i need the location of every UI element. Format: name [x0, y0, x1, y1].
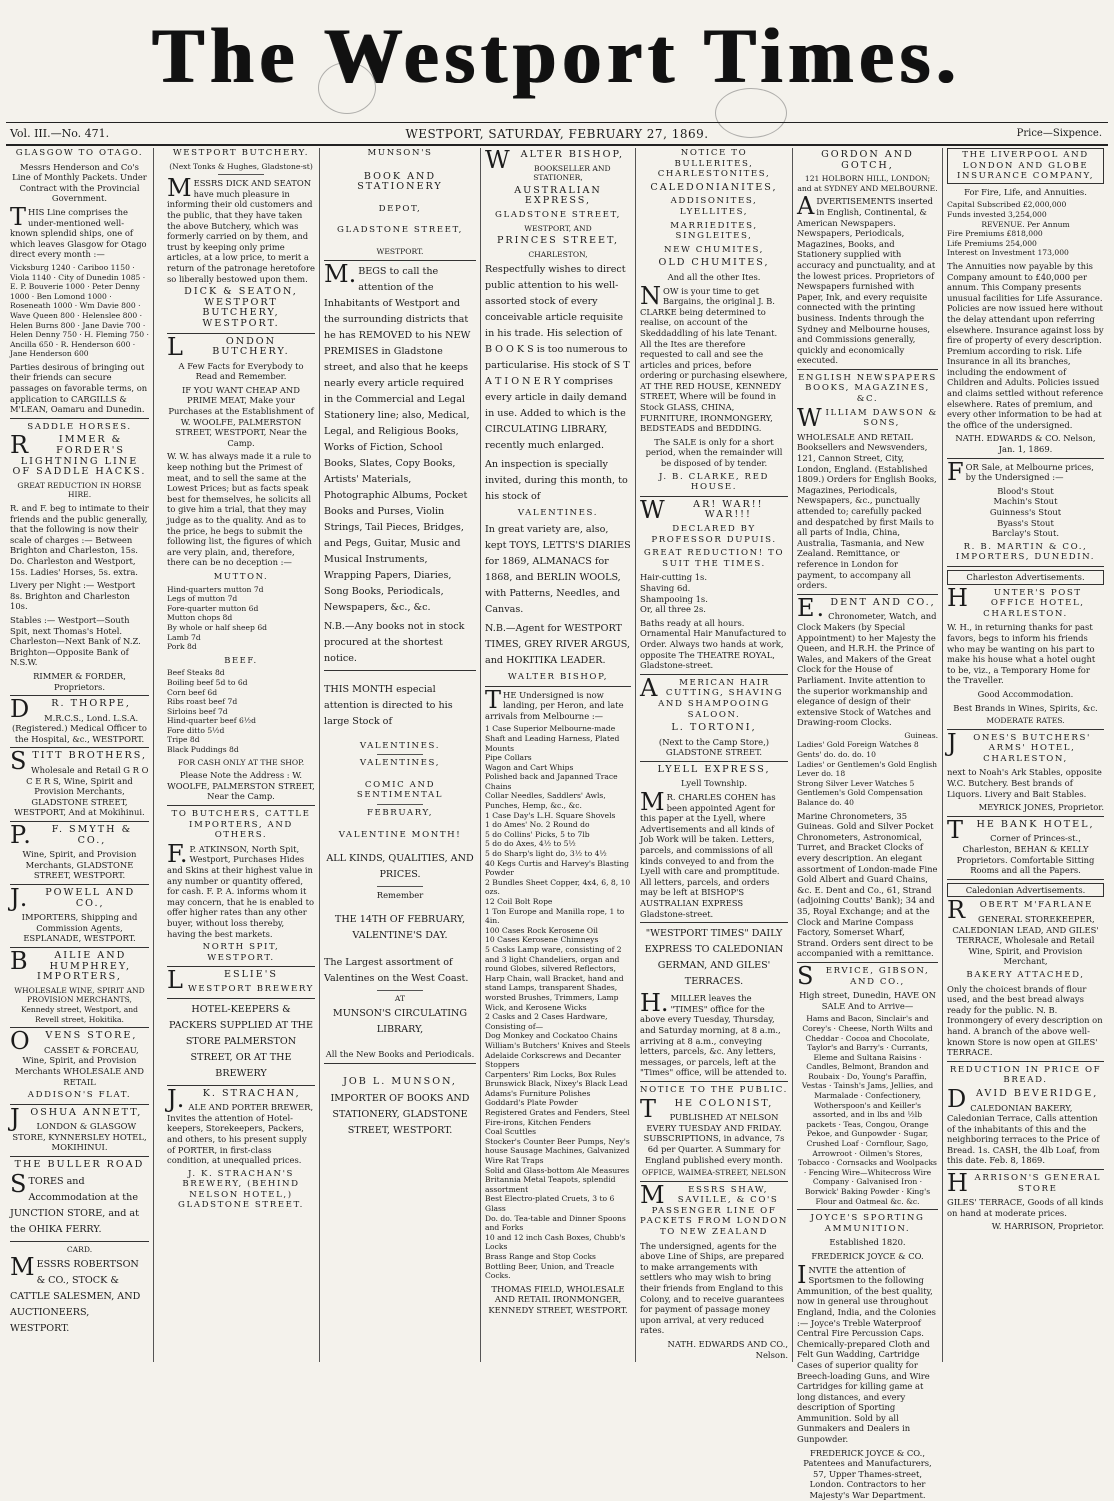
ad-title: J.POWELL AND CO., — [10, 884, 136, 912]
list-item: Carpenters' Rim Locks, Box Rules — [485, 1069, 617, 1079]
ad-text: F.P. ATKINSON, North Spit, Westport, Purchases Hides and Skins at their highest value in any number or quantity offered, for cash. F. P. A. informs whom it may concern, that he is enabled to offer higher rates than any other buyer, without loss thereby, having the best markets. — [167, 839, 315, 939]
ad-title: VALENTINES. — [359, 740, 441, 751]
ad-title: VALENTINES, — [359, 758, 441, 769]
figure-row: REVENUE. Per Annum — [981, 219, 1070, 229]
price-item: Sirloins beef 7d — [167, 706, 228, 716]
columns — [6, 146, 1108, 1501]
ad-signature: NATH. EDWARDS & CO. Nelson, Jan. 1, 1869. — [955, 433, 1096, 455]
ad-text: In great variety are, also, kept TOYS, LETTS'S DIARIES for 1869, ALMANACS for 1868, and BERLIN WOOLS, with Patterns, Needles, and Canvas. — [485, 523, 631, 615]
ad-text: Lyell Township. — [680, 778, 748, 789]
ad-text: Respectfully wishes to direct public attention to his well-assorted stock of every conceivable article requisite in his trade. His selection of B O O K S is too numerous to particularise. His stock of S T A T I O N E R Y comprises every article in daily demand in use. Added to which is the CIRCULATING LIBRARY, recently much enlarged. — [485, 264, 630, 452]
ad-text: ALE AND PORTER BREWER, Invites the attention of Hotel-keepers, Storekeepers, Packers, and others, to his present supply of PORTER, in first-class condition, at unequalled prices. — [167, 1102, 314, 1166]
ad-title: LESLIE'S — [167, 966, 278, 995]
ad-title: CALEDONIANITES, — [650, 181, 778, 193]
ad-title: "WESTPORT TIMES" DAILY EXPRESS TO CALEDONIAN GERMAN, AND GILES' TERRACES. — [644, 928, 784, 988]
ad-text: ADVERTISEMENTS inserted in English, Continental, & American Newspapers. Newspapers, Periodicals, Magazines, Books, and Stationery supplied with accuracy and punctuality, and at the lowest prices. Proprietors of Newspapers furnished with Paper, Ink, and every requisite connected with the printing business. Indents through the Sydney and Melbourne houses, and Commissions generally, quickly and economically executed. — [797, 192, 936, 366]
ad-text: Chronometer, Watch, and Clock Makers (by Special Appointment) to her Majesty the Queen, and H.R.H. the Prince of Wales, and Makers of the Great Clock for the House of Parliament. Invite attention to the superior workmanship and elegance of design of their extensive Stock of Watches and Drawing-room Clocks. — [797, 611, 937, 728]
ad-title: DR. THORPE, — [10, 695, 131, 724]
divider — [640, 922, 788, 923]
ad-text: R. and F. beg to intimate to their friends and the public generally, that the following is now their scale of charges :— Between Brighton and Charleston, 15s. Do. Charleston and Westport, 15s. Ladies' Horses, 5s. extra. — [10, 503, 149, 577]
ad-title: MUNSON'S CIRCULATING LIBRARY, — [332, 1008, 468, 1036]
ad-text: Stables :— Westport—South Spit, next Thomas's Hotel. Charleston—Next Bank of N.Z. Brighton—Opposite Bank of N.S.W. — [10, 614, 141, 668]
divider — [947, 879, 1104, 880]
price-item: Or, all three 2s. — [640, 604, 706, 615]
ad-text: A Few Facts for Everybody to Read and Remember. — [178, 360, 304, 382]
ad-signature: NATH. EDWARDS AND CO., Nelson. — [667, 1339, 788, 1360]
column-5 — [636, 148, 793, 1362]
haircut-price-list — [640, 572, 788, 614]
ad-text: M.BEGS to call the attention of the Inhabitants of Westport and the surrounding districts that he has REMOVED to his NEW PREMISES in Gladstone street, and also that he keeps nearly every article required in the Commercial and Legal Stationery line; also, Medical, Legal, and Religious Books, Works of Fiction, School Books, Slates, Copy Books, Artists' Materials, Photographic Albums, Pocket Books and Purses, Violin Strings, Tail Pieces, Bridges, and Pegs, Guitar, Music and Musical Instruments, Wrapping Papers, Diaries, Song Books, Periodicals, Newspapers, &c., &c. — [324, 259, 471, 613]
list-item: 5 do Sharp's light do, 3½ to 4½ — [485, 849, 607, 859]
list-item: Barclay's Stout. — [991, 528, 1060, 539]
ad-text: GLADSTONE STREET, — [337, 225, 463, 236]
ad-text: Wine, Spirit, and Provision Merchants, GLADSTONE STREET, WESTPORT. — [22, 849, 137, 881]
column-3 — [320, 148, 481, 1362]
divider — [218, 174, 264, 175]
hardware-list — [485, 724, 631, 1280]
ad-text: MR. CHARLES COHEN has been appointed Agent for this paper at the Lyell, where Advertisements and all kinds of Job Work will be taken. Letters, parcels, and commissions of all kinds conveyed to and from the Lyell with care and promptitude. All letters, parcels, and orders may be left at BISHOP'S AUSTRALIAN EXPRESS Gladstone-street. — [640, 788, 780, 919]
ad-text: (Next to the Camp Store,) GLADSTONE STREET. — [658, 736, 770, 758]
ad-title: GORDON AND GOTCH, — [821, 149, 914, 171]
ad-text: MESSRS ROBERTSON & CO., STOCK & CATTLE SALESMEN, AND AUCTIONEERS, WESTPORT. — [10, 1253, 141, 1335]
section-heading: Charleston Advertisements. — [947, 570, 1104, 585]
ad-text: GLADSTONE STREET, — [495, 209, 621, 220]
list-item: 5 Casks Lamp ware, consisting of 2 and 3 light Chandeliers, organ and round Globes, silvered Reflectors, Harp Chain, wall Bracket, hand and stand Lamps, transparent Shades, worsted Brushes, Trimmers, Lamp Wick, and Kerosene Wicks — [485, 944, 624, 1012]
list-item: Britannia Metal Teapots, splendid assortment — [485, 1175, 616, 1194]
ad-text: An inspection is specially invited, during this month, to his stock of — [485, 459, 628, 503]
ad-signature: DICK & SEATON, WESTPORT BUTCHERY, WESTPORT. — [184, 286, 298, 329]
list-item: Brunswick Black, Nixey's Black Lead — [485, 1079, 628, 1089]
ad-text: NEW CHUMITES, — [664, 244, 764, 255]
list-item: 100 Cases Rock Kerosene Oil — [485, 925, 598, 935]
ad-signature: FREDERICK JOYCE & CO., Patentees and Manufacturers, 57, Upper Thames-street, London. Contractors to her Majesty's War Department. — [803, 1447, 932, 1501]
figure-row: Capital Subscribed £2,000,000 — [947, 200, 1067, 210]
ad-text: Baths ready at all hours. Ornamental Hair Manufactured to Order. Always two hands at work, opposite The THEATRE ROYAL, Gladstone-street. — [640, 617, 787, 671]
divider — [377, 754, 423, 755]
ad-signature: THOMAS FIELD, WHOLESALE AND RETAIL IRONMONGER, KENNEDY STREET, WESTPORT. — [488, 1283, 628, 1315]
divider — [167, 333, 315, 334]
ad-text: Only the choicest brands of flour used, and the best bread always ready for the public. N. B. Ironmongery of every description on hand. A branch of the above well-known Store is now open at GILES' TERRACE. — [947, 983, 1103, 1058]
divider — [377, 804, 423, 805]
list-item: 5 do Collins' Picks, 5 to 7lb — [485, 829, 590, 839]
ad-title: P.F. SMYTH & CO., — [10, 821, 133, 850]
ad-signature: NORTH SPIT, WESTPORT. — [202, 942, 280, 963]
ad-text: Corner of Princes-st., Charleston, BEHAN & KELLY Proprietors. Comfortable Sitting Rooms and all the Papers. — [956, 833, 1095, 876]
list-item: Brass Range and Stop Cocks — [485, 1251, 596, 1261]
insurance-figures — [947, 200, 1104, 258]
place-and-date: WESTPORT, SATURDAY, FEBRUARY 27, 1869. — [405, 127, 709, 141]
price-item: Strong Silver Lever Watches 5 — [797, 778, 915, 788]
ad-title: HUNTER'S POST OFFICE HOTEL, CHARLESTON. — [947, 583, 1085, 619]
list-item: Best Electro-plated Cruets, 3 to 6 Glass — [485, 1194, 615, 1213]
list-item: Dog Monkey and Cockatoo Chains — [485, 1031, 618, 1041]
bottom-rule — [6, 144, 1108, 146]
ad-text: Marine Chronometers, 35 Guineas. Gold and Silver Pocket Chronometers, Astronomical, Turret, and Bracket Clocks of every description. An elegant assortment of London-made Fine Gold Albert and Guard Chains, &c. E. Dent and Co., 61, Strand (adjoining Coutts' Bank); 34 and 35, Royal Exchange; and at the Clock and Marine Compass Factory, Somerset Wharf, Strand. Orders sent direct to be accompanied with a remittance. — [797, 810, 938, 959]
list-item: Adams's Furniture Polishes — [485, 1088, 591, 1098]
list-item: Goddard's Plate Powder — [485, 1098, 578, 1108]
list-item: 1 do Ames' No. 2 Round do — [485, 820, 590, 830]
ad-signature: J. B. CLARKE, RED HOUSE. — [659, 471, 769, 493]
ad-text: FOR Sale, at Melbourne prices, by the Undersigned :— — [947, 457, 1094, 486]
ad-text: HOTEL-KEEPERS & PACKERS SUPPLIED AT THE STORE PALMERSTON STREET, OR AT THE BREWERY — [169, 1003, 313, 1079]
ad-text: THIS Line comprises the under-mentioned well-known splendid ships, one of which leaves Glasgow for Otago direct every month :— — [10, 202, 147, 260]
ad-title: DAVID BEVERIDGE, — [947, 1084, 1099, 1113]
price-list-heading: MUTTON. — [213, 570, 269, 581]
list-item: William's Butchers' Knives and Steels — [485, 1040, 631, 1050]
ad-text: IMPORTER OF BOOKS AND STATIONERY, GLADSTONE STREET, WESTPORT. — [330, 1092, 470, 1136]
ad-subtitle: BOOKSELLER AND STATIONER, — [533, 163, 611, 183]
price-item: Ladies' or Gentlemen's Gold English Lever do. 18 — [797, 759, 938, 779]
ad-text: W. W. has always made it a rule to keep nothing but the Primest of meat, and to sell the same at the Lowest Prices; but as facts speak best for themselves, he solicits all to give him a trial, that they may judge as to the quality. And as to the price, he begs to submit the following list, the figures of which are very plain, and, therefore, there can be no deception :— — [167, 451, 312, 568]
watch-price-list — [797, 731, 938, 808]
ad-title: WAR! WAR!! WAR!!! — [640, 495, 764, 524]
ad-text: Livery per Night :— Westport 8s. Brighton and Charleston 10s. — [10, 580, 136, 612]
ad-text: THIS MONTH especial attention is directed to his large Stock of — [324, 683, 453, 727]
list-item: Guinness's Stout — [989, 507, 1062, 517]
ad-text: The SALE is only for a short period, when the remainder will be disposed of by tender. — [645, 436, 783, 469]
divider — [797, 1209, 938, 1210]
price-item: Fore ditto 5½d — [167, 725, 225, 735]
list-item: Bottling Beer, Union, and Treacle Cocks. — [485, 1261, 615, 1281]
price-item: Beef Steaks 8d — [167, 668, 225, 678]
mutton-price-list — [167, 585, 315, 652]
ad-text: Remember — [376, 890, 424, 901]
divider — [324, 670, 476, 671]
price-item: Legs of mutton 7d — [167, 594, 238, 604]
dateline — [0, 124, 1114, 144]
list-item: 1 Case Superior Melbourne-made Shaft and Leading Harness, Plated Mounts — [485, 724, 620, 753]
ad-text: Wholesale and Retail G R O C E R S, Wine, Spirit and Provision Merchants, GLADSTONE STREET, WESTPORT, And at Mokihinui. — [14, 765, 149, 818]
divider — [167, 1085, 315, 1086]
list-item: Polished back and Japanned Trace Chains — [485, 772, 618, 791]
ad-text: NOW is your time to get Bargains, the original J. B. CLARKE being determined to realise, on account of the Skeddaddling of his late Tenant. All the Ites are therefore requested to call and see the articles and prices, before ordering or purchasing elsewhere, AT THE RED HOUSE, KENNEDY STREET, Where will be found in Stock GLASS, CHINA, FURNITURE, IRONMONGERY, BEDSTEADS and BEDDING. — [640, 281, 788, 434]
ad-title: FEBRUARY, — [366, 807, 434, 818]
ad-title: SERVICE, GIBSON, AND CO., — [797, 961, 930, 990]
ad-title: L. TORTONI, — [671, 722, 757, 734]
ad-text: PUBLISHED AT NELSON EVERY TUESDAY AND FRIDAY. SUBSCRIPTIONS, in advance, 7s 6d per Quarter. A Summary for England published every month. — [643, 1112, 785, 1165]
divider — [10, 1156, 149, 1157]
ad-subtitle: For Fire, Life, and Annuities. — [964, 186, 1087, 197]
volume-number: Vol. III.—No. 471. — [10, 127, 110, 140]
divider — [10, 747, 149, 748]
list-item: Wagon and Cart Whips — [485, 762, 574, 772]
ad-text: FOR CASH ONLY AT THE SHOP. — [177, 757, 305, 767]
ad-title: RIMMER & FORDER'S LIGHTNING LINE OF SADDLE HACKS. — [10, 431, 147, 478]
ad-text: Best Brands in Wines, Spirits, &c. — [953, 702, 1098, 713]
ad-signature: W. HARRISON, Proprietor. — [991, 1221, 1104, 1232]
price-item: Gentlemen's Gold Compensation Balance do. 40 — [797, 788, 923, 808]
ad-title: THE LIVERPOOL AND LONDON AND GLOBE INSURANCE COMPANY, — [947, 148, 1104, 184]
ad-subtitle: GREAT REDUCTION IN HORSE HIRE. — [17, 480, 142, 500]
list-item: 40 Kegs Curtis and Harvey's Blasting Powder — [485, 858, 629, 878]
ad-title: FREDERICK JOYCE & CO. — [811, 1250, 924, 1261]
list-item: Solid and Glass-bottom Ale Measures — [485, 1165, 630, 1175]
ad-subtitle: (Next Tonks & Hughes, Gladstone-st) — [169, 161, 313, 171]
price-item: Hair-cutting 1s. — [640, 572, 708, 583]
ad-text: WHOLESALE AND RETAIL Booksellers and Newsvenders, 121, Cannon Street, City, London, England. (Established 1809.) Orders for English Books, Magazines, Periodicals, Newspapers, &c., punctually attended to; carefully packed and despatched by first Mails to all parts of India, China, Australia, Tasmania, and New Zealand. Remittance, or reference in London for payment, to accompany all orders. — [797, 431, 937, 591]
ad-text: next to Noah's Ark Stables, opposite W.C. Butchery. Best brands of Liquors. Livery and Bait Stables. — [947, 767, 1102, 799]
ad-signature: MEYRICK JONES, Proprietor. — [978, 802, 1104, 813]
ad-text: Messrs Henderson and Co's Line of Monthly Packets. Under Contract with the Provincial Government. — [12, 161, 147, 204]
ad-title: JOB L. MUNSON, — [343, 1075, 457, 1087]
ad-text: The Annuities now payable by this Company amount to £40,000 per annum. This Company presents unusual facilities for Life Assurance. Policies are now issued here without the delay attendant upon referring elsewhere. Insurance against loss by fire of property of every description. Premium according to risk. Life Insurance in all its branches, including the endowment of Children and Adults. Policies issued and claims settled without reference elsewhere. Rates of premium, and every other information to be had at the office of the undersigned. — [947, 260, 1104, 430]
ad-title: STITT BROTHERS, — [10, 747, 148, 776]
ad-title: LYELL EXPRESS, — [657, 763, 771, 775]
ad-text: CASSET & FORCEAU, Wine, Spirit, and Provision Merchants WHOLESALE AND RETAIL — [15, 1044, 144, 1087]
divider — [947, 1061, 1104, 1062]
ad-text: And all the other Ites. — [667, 271, 761, 282]
ad-text: N.B.—Any books not in stock procured at the shortest notice. — [324, 620, 465, 664]
ad-text: WESTPORT. — [376, 246, 424, 256]
list-item: Do. do. Tea-table and Dinner Spoons and Forks — [485, 1213, 626, 1233]
list-item: 1 Ton Europe and Manilla rope, 1 to 4in. — [485, 906, 625, 926]
ad-subtitle: 121 HOLBORN HILL, LONDON; and at SYDNEY AND MELBOURNE. — [797, 174, 938, 193]
divider — [947, 729, 1104, 730]
list-item: 1 Case Day's L.H. Square Shovels — [485, 810, 616, 820]
price-item: Mutton chops 8d — [167, 613, 233, 623]
divider — [640, 674, 788, 675]
ad-heading: NOTICE TO THE PUBLIC. — [640, 1084, 788, 1095]
ad-text: WESTPORT BREWERY — [187, 983, 314, 994]
column-7 — [943, 148, 1108, 1362]
ad-text: H.MILLER leaves the "TIMES" office for the above every Tuesday, Thursday, and Saturday morning, at 8 a.m., arriving at 8 a.m., conveying letters, parcels, &c. Any letters, messages, or parcels, left at the "Times" office, will be attended to. — [640, 989, 787, 1078]
divider — [167, 966, 315, 967]
ad-signature: WALTER BISHOP, — [507, 671, 609, 682]
ad-title: ADDISON'S FLAT. — [27, 1090, 132, 1101]
price-item: Shaving 6d. — [640, 582, 691, 593]
newspaper-title: The Westport Times. — [152, 12, 962, 99]
ad-text: GREAT REDUCTION! TO SUIT THE TIMES. — [643, 548, 785, 569]
ad-text: OFFICE, WAIMEA-STREET, NELSON — [641, 1168, 787, 1178]
ad-text: Established 1820. — [829, 1237, 906, 1248]
ad-title: E.DENT AND CO., — [797, 593, 936, 622]
ad-text: GENERAL STOREKEEPER, CALEDONIAN LEAD, AND GILES' TERRACE, Wholesale and Retail Wine, Spirit, and Provision Merchant, — [952, 914, 1099, 967]
ad-text: DEPOT, — [378, 203, 422, 214]
ad-text: DECLARED BY PROFESSOR DUPUIS. — [651, 524, 777, 545]
price-item: Ladies' Gold Foreign Watches 8 — [797, 740, 919, 750]
ad-text: Parties desirous of bringing out their friends can secure passages on favorable terms, on application to CARGILLS & M'LEAN, Oamaru and Dunedin. — [10, 361, 148, 415]
ad-text: LONDON & GLASGOW STORE, KYNNERSLEY HOTEL, MOKIHINUI. — [12, 1121, 147, 1153]
stout-list — [947, 486, 1104, 539]
ad-text: IMPORTERS, Shipping and Commission Agents, ESPLANADE, WESTPORT. — [21, 912, 138, 944]
ad-title: OVENS STORE, — [10, 1027, 138, 1056]
list-item: Registered Grates and Fenders, Steel Fire-irons, Kitchen Fenders — [485, 1108, 630, 1127]
top-rule — [6, 122, 1108, 123]
ad-signature: J. K. STRACHAN'S BREWERY, (BEHIND NELSON HOTEL,) GLADSTONE STREET. — [178, 1168, 304, 1211]
ad-text: MARRIEDITES, SINGLEITES, — [670, 220, 758, 242]
ad-title: THE COLONIST, — [640, 1094, 774, 1123]
price-item: Boiling beef 5d to 6d — [167, 677, 248, 687]
ad-title: ROBERT M'FARLANE — [947, 896, 1093, 925]
ad-text: MODERATE RATES. — [986, 716, 1065, 726]
divider — [167, 805, 315, 806]
ad-text: OLD CHUMITES, — [658, 257, 770, 269]
beef-price-list — [167, 668, 315, 754]
ad-text: N.B.—Agent for WESTPORT TIMES, GREY RIVER ARGUS, and HOKITIKA LEADER. — [485, 622, 631, 666]
price-item: Black Puddings 8d — [167, 745, 239, 755]
divider — [640, 1081, 788, 1082]
ad-text: MESSRS DICK AND SEATON have much pleasure in informing their old customers and the public, that they have taken the above Butchery, which was formerly carried on by them, and trust by keeping only prime articles, at a low price, to merit a return of the patronage heretofore so liberally bestowed upon them. — [167, 174, 315, 284]
column-1 — [6, 148, 154, 1362]
price-item: Shampooing 1s. — [640, 593, 708, 604]
divider — [947, 566, 1104, 567]
ad-text: Please Note the Address : W. WOOLFE, PALMERSTON STREET, Near the Camp. — [167, 770, 315, 802]
price-item: Hind-quarters mutton 7d — [167, 584, 264, 594]
ad-title: VALENTINE MONTH! — [338, 829, 462, 840]
list-item: 10 Cases Kerosene Chimneys — [485, 935, 599, 945]
ad-title: JONES'S BUTCHERS' ARMS' HOTEL, CHARLESTON, — [947, 728, 1091, 764]
divider — [10, 418, 149, 419]
ad-title: BAKERY ATTACHED, — [966, 969, 1085, 980]
ad-title: WILLIAM DAWSON & SONS, — [797, 403, 938, 432]
ad-title: J.K. STRACHAN, — [167, 1084, 301, 1113]
ad-text: ADDISONITES, LYELLITES, — [670, 196, 758, 217]
figure-row: Life Premiums 254,000 — [947, 238, 1037, 248]
list-item: 5 do do Axes, 4½ to 5½ — [485, 839, 576, 849]
list-item: 2 Bundles Sheet Copper, 4x4, 6, 8, 10 ozs. — [485, 877, 631, 897]
ad-text: THE Undersigned is now landing, per Heron, and late arrivals from Melbourne :— — [485, 685, 624, 721]
ad-text: W. H., in returning thanks for past favors, begs to inform his friends who may be wanting on his part to make his house what a hotel ought to be, viz., a Temporary Home for the Traveller. — [947, 622, 1096, 686]
ad-heading: NOTICE TO BULLERITES, CHARLESTONITES, — [657, 148, 771, 180]
ship-list: Vicksburg 1240 · Cariboo 1150 · Viola 1140 · City of Dunedin 1085 · E. P. Bouverie 1000 · Peter Denny 1000 · Ben Lomond 1000 · Roseneath 1000 · Wm Davie 800 · Wave Queen 800 · Helenslee 800 · Helen Burns 800 · Jane Davie 700 · Helen Denny 750 · H. Fleming 750 · Ancilla 650 · R. Henderson 600 · Jane Henderson 600 — [10, 262, 149, 359]
list-item: Adelaide Corkscrews and Decanter Stoppers — [485, 1050, 621, 1070]
list-item: 10 and 12 inch Cash Boxes, Chubb's Locks — [485, 1232, 626, 1252]
ad-title: LONDON BUTCHERY. — [167, 332, 290, 361]
list-item: Stocker's Counter Beer Pumps, Ney's house Sausage Machines, Galvanized Wire Rat Traps — [485, 1136, 630, 1166]
price-item: By whole or half sheep 6d — [167, 622, 268, 632]
ad-heading: REDUCTION IN PRICE OF BREAD. — [949, 1064, 1102, 1086]
price-item: Lamb 7d — [167, 632, 201, 642]
figure-row: Fire Premiums £818,000 — [947, 229, 1043, 239]
list-item: Coal Scuttles — [485, 1127, 537, 1137]
figure-row: Funds invested 3,254,000 — [947, 209, 1047, 219]
ad-title: WALTER BISHOP, — [485, 146, 625, 174]
section-heading: Caledonian Advertisements. — [947, 883, 1104, 898]
divider — [10, 1241, 149, 1242]
ad-text: High street, Dunedin, HAVE ON SALE And to Arrive— — [799, 990, 936, 1011]
column-2 — [163, 148, 320, 1362]
price-item: Guineas. — [904, 730, 938, 740]
divider — [947, 816, 1104, 817]
divider — [10, 1104, 149, 1105]
price-item: Corn beef 6d — [167, 687, 218, 697]
divider — [377, 990, 423, 991]
price-item: Tripe 8d — [167, 735, 200, 745]
price-item: Fore-quarter mutton 6d — [167, 603, 259, 613]
ad-heading: SADDLE HORSES. — [27, 421, 132, 432]
ad-text: WESTPORT, AND — [524, 223, 592, 233]
ad-text: WHOLESALE WINE, SPIRIT AND PROVISION MERCHANTS, Kennedy street, Westport, and Revell street, Hokitika. — [14, 985, 145, 1024]
divider — [485, 686, 631, 687]
ad-text: CHARLESTON, — [528, 249, 588, 259]
masthead — [0, 0, 1114, 110]
ad-title: AUSTRALIAN EXPRESS, — [514, 184, 602, 207]
divider — [947, 1169, 1104, 1170]
ad-title: BAILIE AND HUMPHREY, IMPORTERS, — [10, 946, 132, 983]
ad-title: THE BULLER ROAD — [14, 1159, 145, 1171]
column-6 — [793, 148, 943, 1501]
ad-title: ALL KINDS, QUALITIES, AND PRICES. — [326, 853, 474, 881]
divider — [377, 886, 423, 887]
list-item: Collar Needles, Saddlers' Awls, Punches, Hemp, &c., &c. — [485, 791, 606, 811]
ad-heading: WESTPORT BUTCHERY. — [172, 148, 310, 158]
ad-title: THE BANK HOTEL, — [947, 815, 1095, 844]
ad-text: The Largest assortment of Valentines on the West Coast. — [324, 956, 469, 984]
divider — [797, 962, 938, 963]
ad-title: VALENTINES. — [517, 508, 599, 519]
ad-text: CALEDONIAN BAKERY, Caledonian Terrace, Calls attention of the inhabitants of this and the neighboring terraces to the Price of Bread. 1s. CASH, the 4lb Loaf, from this date. Feb. 8, 1869. — [947, 1102, 1100, 1166]
list-item: Machin's Stout — [993, 496, 1058, 507]
ad-signature: RIMMER & FORDER, Proprietors. — [33, 670, 126, 692]
price-list-heading: BEEF. — [224, 654, 258, 665]
divider — [167, 998, 315, 999]
ad-heading: GLASGOW TO OTAGO. — [15, 148, 144, 158]
ad-title: MESSRS SHAW, SAVILLE, & CO'S PASSENGER LINE OF PACKETS FROM LONDON TO NEW ZEALAND — [640, 1180, 788, 1238]
list-item: 12 Coil Bolt Rope — [485, 897, 553, 906]
ad-title: THE 14TH OF FEBRUARY, VALENTINE'S DAY. — [334, 913, 466, 941]
ad-text: GILES' TERRACE, Goods of all kinds on hand at moderate prices. — [947, 1197, 1104, 1218]
price: Price—Sixpence. — [1016, 128, 1102, 139]
divider — [324, 1063, 476, 1064]
price-item: Hind-quarter beef 6½d — [167, 716, 256, 726]
ad-heading: JOYCE'S SPORTING AMMUNITION. — [810, 1213, 925, 1234]
ad-text: IF YOU WANT CHEAP AND PRIME MEAT, Make your Purchases at the Establishment of W. WOOLFE, PALMERSTON STREET, WESTPORT, Near the Camp. — [168, 384, 314, 448]
ad-text: AT — [394, 993, 406, 1003]
ad-title: COMIC AND SENTIMENTAL — [356, 779, 444, 801]
ad-signature: R. B. MARTIN & CO., IMPORTERS, DUNEDIN. — [955, 541, 1096, 563]
ad-text: All the New Books and Periodicals. — [325, 1049, 475, 1060]
column-4 — [481, 148, 636, 1362]
divider — [640, 761, 788, 762]
price-item: Ribs roast beef 7d — [167, 697, 238, 707]
ad-text: M.R.C.S., Lond. L.S.A. (Registered.) Medical Officer to the Hospital, &c., WESTPORT. — [12, 712, 147, 744]
price-item: Pork 8d — [167, 642, 197, 652]
ad-heading: TO BUTCHERS, CATTLE IMPORTERS, AND OTHERS. — [171, 809, 311, 841]
ad-text: STORES and Accommodation at the JUNCTION STORE, and at the OHIKA FERRY. — [10, 1169, 139, 1235]
divider — [797, 369, 938, 370]
ad-heading: MUNSON'S — [367, 148, 433, 158]
ad-text: Good Accommodation. — [977, 688, 1074, 699]
ad-text: INVITE the attention of Sportsmen to the following Ammunition, of the best quality, now in general use throughout England, India, and the Colonies :— Joyce's Treble Waterproof Central Fire Percussion Caps. Chemically-prepared Cloth and Felt Gun Wadding, Cartridge Cases of superior quality for Breech-loading Guns, and Wire Cartridges for killing game at long distances, and every description of Sporting Ammunition. Sold by all Gunmakers and Dealers in Gunpowder. — [797, 1260, 936, 1445]
list-item: Blood's Stout — [997, 485, 1054, 496]
ad-title: PRINCES STREET, — [496, 235, 620, 247]
divider — [10, 884, 149, 885]
price-item: Gents' do. do. do. 10 — [797, 750, 876, 760]
list-item: 2 Casks and 2 Cases Hardware, Consisting of— — [485, 1012, 608, 1031]
ad-title: HARRISON'S GENERAL STORE — [947, 1169, 1102, 1198]
list-item: Pipe Collars — [485, 753, 532, 763]
ad-title: AMERICAN HAIR CUTTING, SHAVING AND SHAMPOOING SALOON. — [640, 673, 784, 720]
ad-heading: ENGLISH NEWSPAPERS BOOKS, MAGAZINES, &C. — [798, 372, 937, 405]
figure-row: Interest on Investment 173,000 — [947, 248, 1069, 258]
ad-heading: CARD. — [66, 1244, 93, 1254]
ad-text: Hams and Bacon, Sinclair's and Corey's · Cheese, North Wilts and Cheddar · Cocoa and Chocolate, Taylor's and Barry's · Currants, Eleme and Sultana Raisins · Candles, Belmont, Brandon and Roubaix · Do, Young's Paraffin, Vestas · Tainsh's Jams, Jellies, and Marmalade · Confectionery, Wotherspoon's and Keiller's assorted, and in lbs and ½lb packets · Teas, Congou, Orange Pekoe, and Gunpowder · Sugar, Crushed Loaf · Cornflour, Sago, Arrowroot · Oilmen's Stores, Tobacco · Cornsacks and Woolpacks · Fencing Wire—Whitecross Wire Company · Galvanised Iron · Borwick' Baking Powder · King's Flour and Oatmeal &c. &c. — [798, 1014, 937, 1206]
ad-title: JOSHUA ANNETT, — [10, 1103, 143, 1132]
divider — [10, 947, 149, 948]
list-item: Byass's Stout — [997, 517, 1054, 528]
ad-title: BOOK AND STATIONERY — [357, 170, 443, 193]
ad-text: The undersigned, agents for the above Line of Ships, are prepared to make arrangements with settlers who may wish to bring their friends from England to this Colony, and to receive guarantees for payment of passage money upon arrival, at very reduced rates. — [640, 1240, 785, 1336]
divider — [947, 458, 1104, 459]
